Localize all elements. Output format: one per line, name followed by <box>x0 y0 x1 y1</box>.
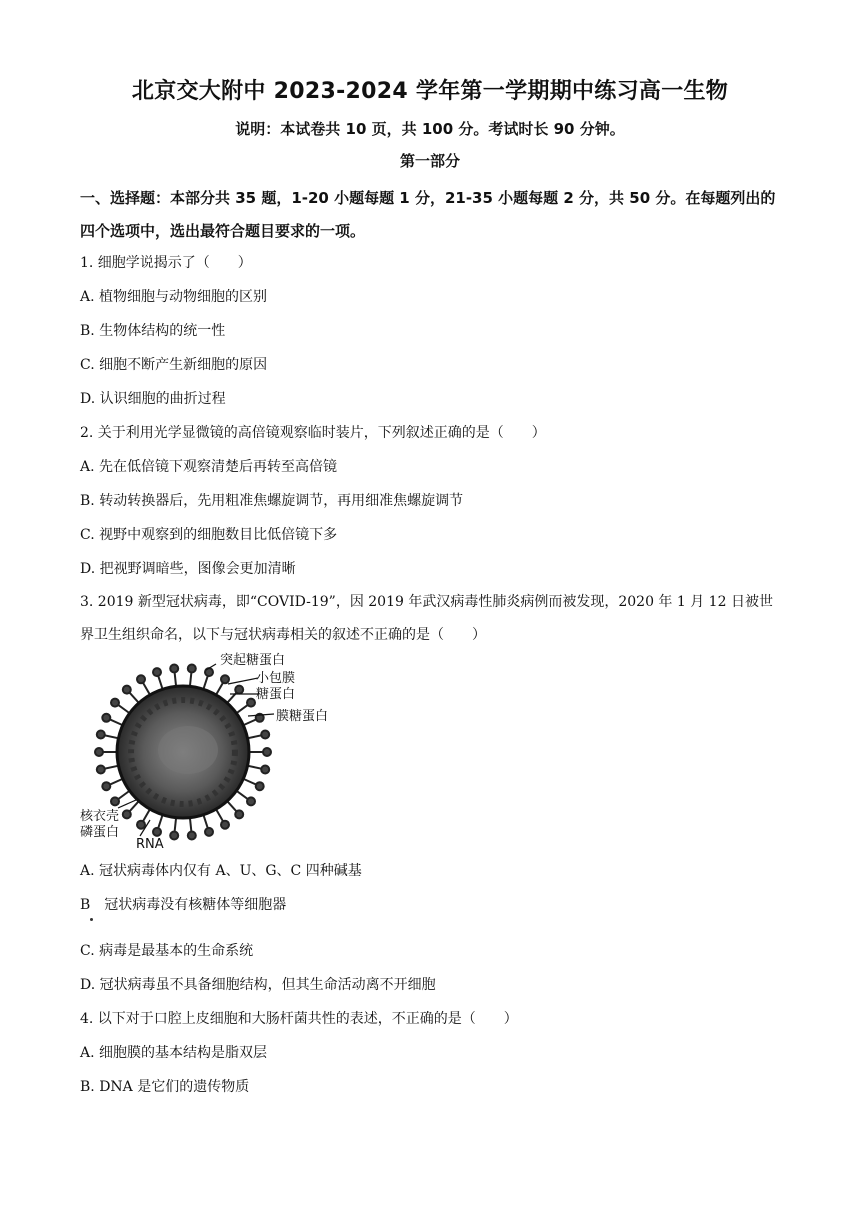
stray-dot <box>90 918 93 921</box>
spike-head <box>247 797 255 805</box>
spike-head <box>95 748 103 756</box>
question-2-option-a: A. 先在低倍镜下观察清楚后再转至高倍镜 <box>80 459 338 475</box>
spike-head <box>188 665 196 673</box>
question-1-stem: 1. 细胞学说揭示了（ ） <box>80 255 252 271</box>
spike-head <box>188 832 196 840</box>
exam-title: 北京交大附中 2023-2024 学年第一学期期中练习高一生物 <box>131 79 729 104</box>
question-3-stem: 3. 2019 新型冠状病毒，即“COVID-19”，因 2019 年武汉病毒性肺炎病例而被发现，2020 年 1 月 12 日被世界卫生组织命名，以下与冠状病毒相关的叙述不正确的是（ ） <box>80 594 773 643</box>
question-1-option-c: C. 细胞不断产生新细胞的原因 <box>80 357 268 373</box>
spike-head <box>97 731 105 739</box>
spike-head <box>205 828 213 836</box>
section-heading: 一、选择题：本部分共 35 题，1-20 小题每题 1 分，21-35 小题每题 2 分，共 50 分。在每题列出的四个选项中，选出最符合题目要求的一项。 <box>80 189 776 240</box>
label-membrane-glycoprotein: 膜糖蛋白 <box>276 709 329 724</box>
question-2-option-c: C. 视野中观察到的细胞数目比低倍镜下多 <box>80 527 338 543</box>
spike-head <box>261 731 269 739</box>
spike-head <box>137 821 145 829</box>
question-4-option-a: A. 细胞膜的基本结构是脂双层 <box>80 1045 268 1061</box>
question-3-option-d: D. 冠状病毒虽不具备细胞结构，但其生命活动离不开细胞 <box>80 977 436 993</box>
spike-head <box>221 821 229 829</box>
spike-head <box>221 675 229 683</box>
question-2-option-d: D. 把视野调暗些，图像会更加清晰 <box>80 561 296 577</box>
question-2-option-b: B. 转动转换器后，先用粗准焦螺旋调节，再用细准焦螺旋调节 <box>80 493 464 509</box>
spike-head <box>123 810 131 818</box>
spike-head <box>170 832 178 840</box>
label-spike-glycoprotein: 突起糖蛋白 <box>220 653 286 668</box>
question-4-option-b: B. DNA 是它们的遗传物质 <box>80 1079 250 1095</box>
spike-head <box>153 828 161 836</box>
label-phosphoprotein: 磷蛋白 <box>80 825 120 840</box>
spike-head <box>263 748 271 756</box>
label-glycoprotein: 糖蛋白 <box>256 687 296 702</box>
spike-head <box>235 810 243 818</box>
label-rna: RNA <box>136 837 164 852</box>
spike-head <box>153 668 161 676</box>
spike-head <box>256 782 264 790</box>
part-heading: 第一部分 <box>399 152 460 170</box>
question-1-option-a: A. 植物细胞与动物细胞的区别 <box>80 289 268 305</box>
spike-head <box>123 686 131 694</box>
coronavirus-diagram <box>78 650 348 850</box>
spike-head <box>102 782 110 790</box>
spike-head <box>261 766 269 774</box>
question-3-option-a: A. 冠状病毒体内仅有 A、U、G、C 四种碱基 <box>80 863 362 879</box>
label-nucleocapsid: 核衣壳 <box>80 809 120 824</box>
question-1-option-b: B. 生物体结构的统一性 <box>80 323 226 339</box>
spike-head <box>111 699 119 707</box>
question-1-option-d: D. 认识细胞的曲折过程 <box>80 391 226 407</box>
question-3-option-b: B 冠状病毒没有核糖体等细胞器 <box>80 897 287 913</box>
spike-head <box>97 766 105 774</box>
question-4-stem: 4. 以下对于口腔上皮细胞和大肠杆菌共性的表述，不正确的是（ ） <box>80 1011 518 1027</box>
label-small-envelope: 小包膜 <box>256 671 296 686</box>
spike-head <box>102 714 110 722</box>
spike-head <box>137 675 145 683</box>
spike-head <box>235 686 243 694</box>
spike-head <box>111 797 119 805</box>
question-3-option-c: C. 病毒是最基本的生命系统 <box>80 943 254 959</box>
question-2-stem: 2. 关于利用光学显微镜的高倍镜观察临时装片，下列叙述正确的是（ ） <box>80 425 546 441</box>
spike-head <box>247 699 255 707</box>
exam-instructions: 说明：本试卷共 10 页，共 100 分。考试时长 90 分钟。 <box>235 120 625 138</box>
spike-head <box>170 665 178 673</box>
